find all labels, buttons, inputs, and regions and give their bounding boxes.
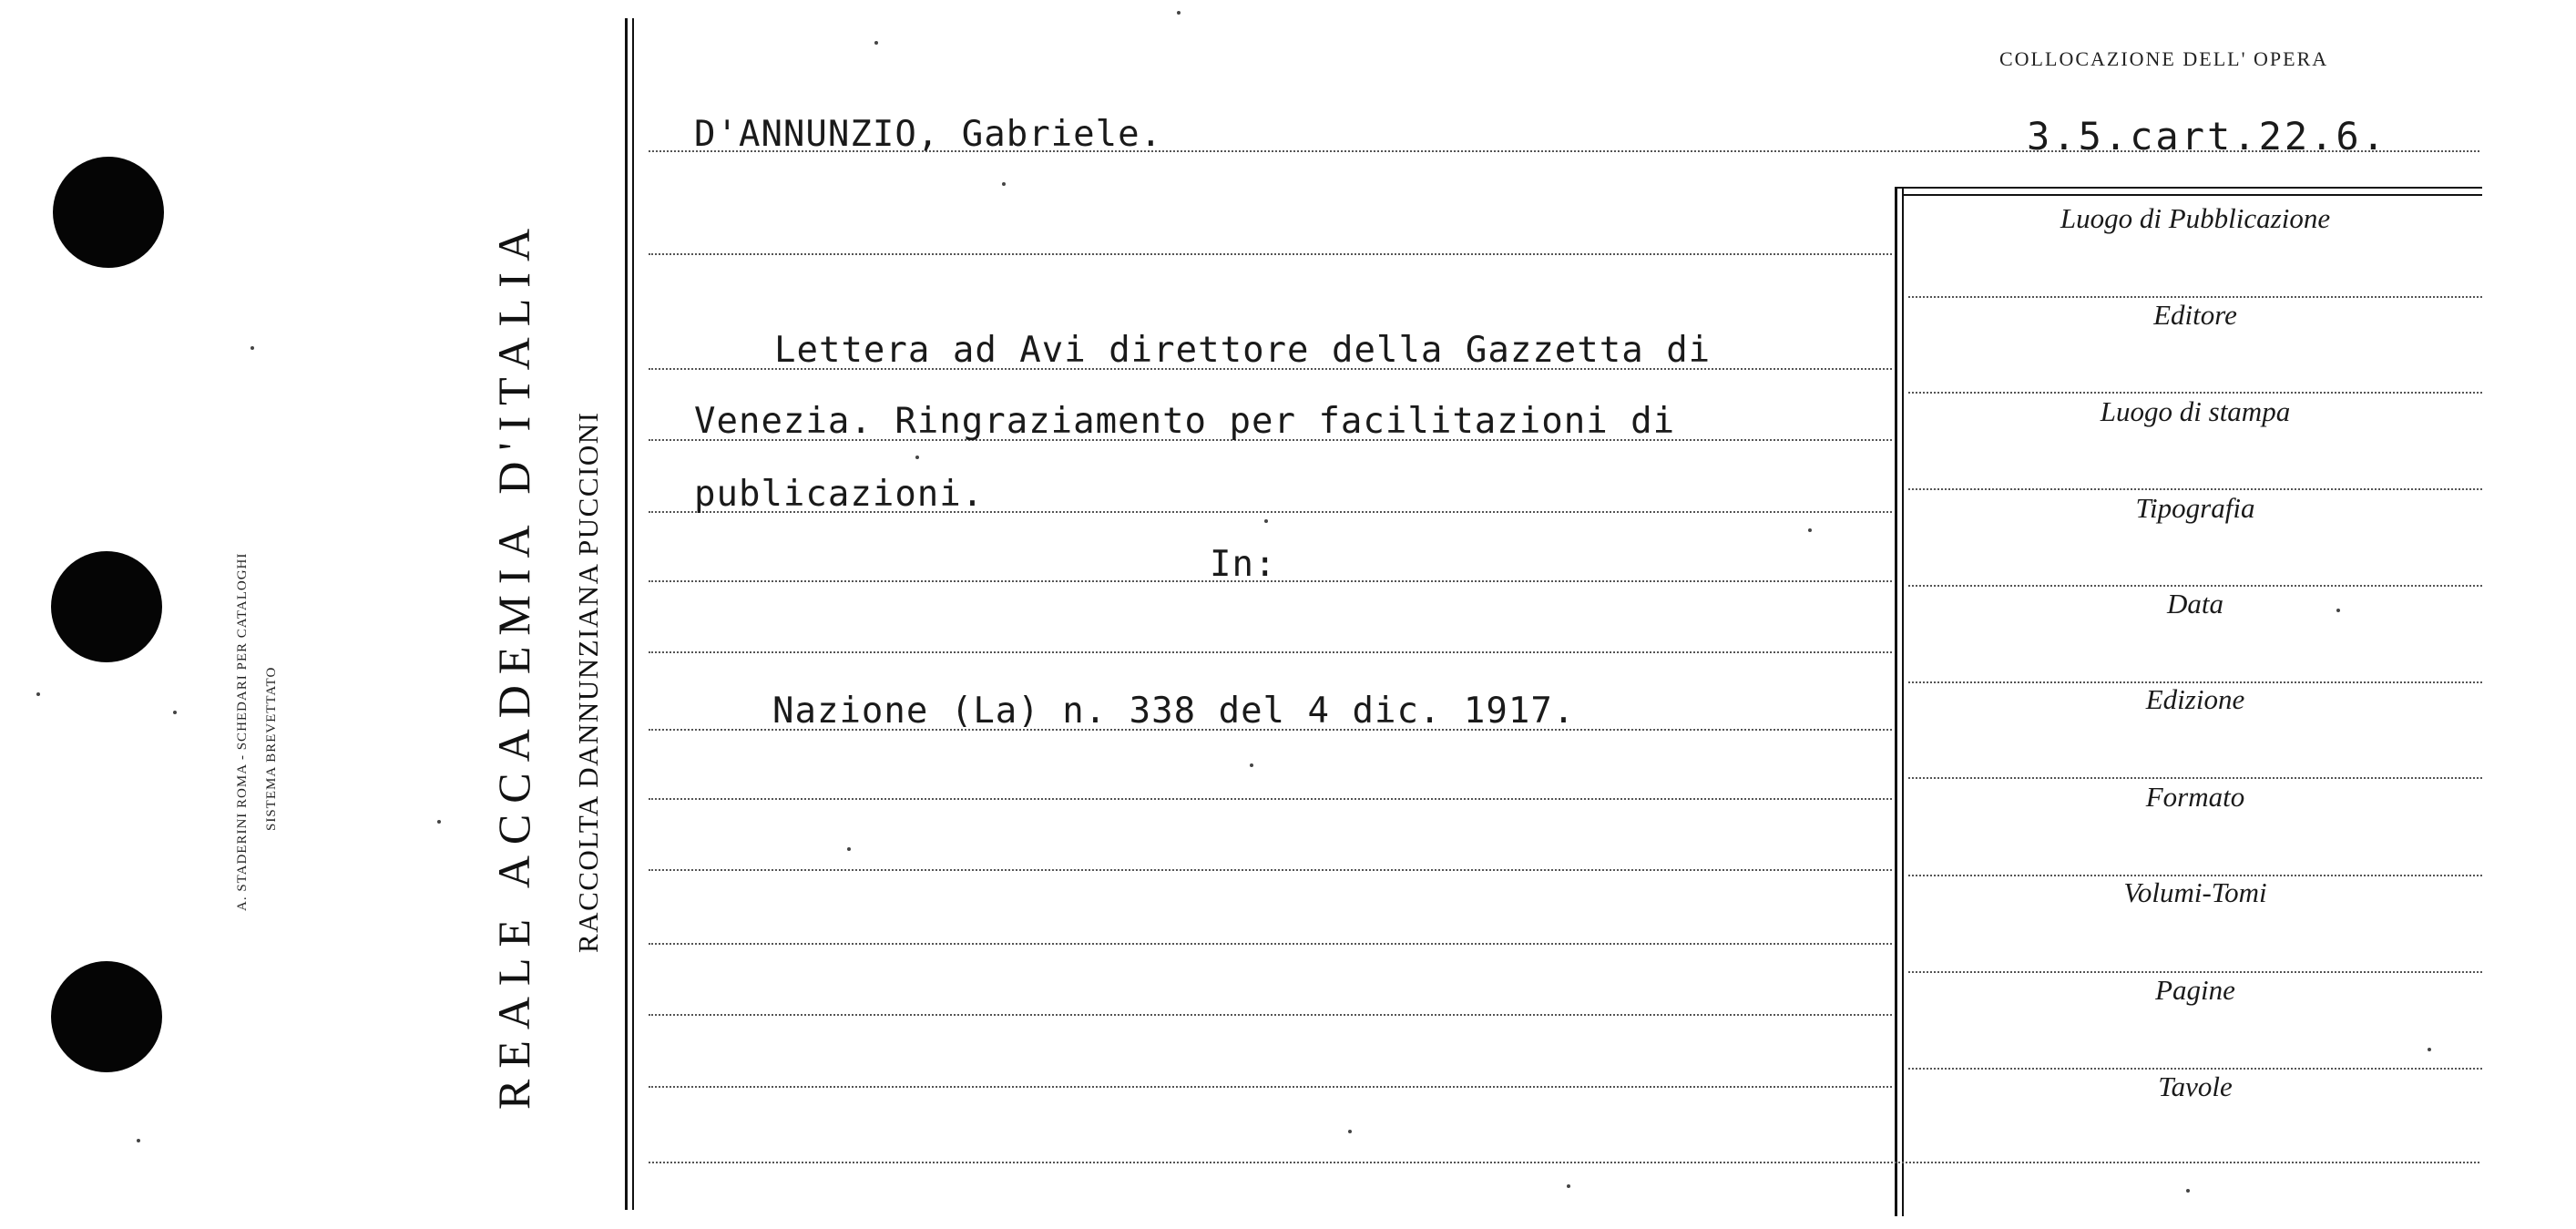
scan-speck [915, 456, 919, 459]
collocation-value: 3.5.cart.22.6. [2027, 114, 2388, 159]
ruled-line [649, 651, 1892, 653]
field-label-tavole: Tavole [2158, 1070, 2233, 1102]
punch-hole-middle [51, 551, 162, 662]
right-box-top-rule-b [1902, 194, 2482, 196]
field-label-luogo-stampa: Luogo di stampa [2100, 395, 2291, 427]
scan-speck [1177, 11, 1181, 15]
field-label-volumi-tomi: Volumi-Tomi [2123, 876, 2267, 908]
punch-hole-top [53, 157, 164, 268]
ruled-line [649, 798, 1892, 800]
collection-subtitle: RACCOLTA DANNUNZIANA PUCCIONI [572, 411, 604, 953]
scan-speck [1250, 763, 1253, 767]
ruled-line [649, 1162, 2479, 1163]
author-heading: D'ANNUNZIO, Gabriele. [694, 114, 1163, 155]
scan-speck [847, 847, 851, 851]
scan-speck [1002, 182, 1006, 186]
scan-speck [36, 692, 40, 696]
field-label-tipografia: Tipografia [2135, 492, 2255, 524]
field-label-editore: Editore [2153, 299, 2237, 331]
left-double-rule-a [625, 18, 628, 1210]
in-label: In: [1210, 544, 1277, 585]
institution-title: REALE ACCADEMIA D'ITALIA [488, 217, 539, 1110]
scan-speck [1348, 1130, 1352, 1133]
field-label-formato: Formato [2145, 781, 2245, 813]
printer-line-1: A. STADERINI ROMA - SCHEDARI PER CATALOGHI [235, 552, 250, 911]
field-line [1908, 1068, 2482, 1070]
left-double-rule-b [632, 18, 634, 1210]
ruled-line [649, 1086, 1892, 1088]
field-label-data: Data [2167, 588, 2223, 620]
field-label-edizione: Edizione [2145, 683, 2245, 715]
scan-speck [1567, 1184, 1570, 1188]
description-line-2: Venezia. Ringraziamento per facilitazioni di [694, 401, 1676, 442]
scan-speck [437, 820, 441, 824]
printer-line-2: SISTEMA BREVETTATO [264, 666, 279, 831]
ruled-line [649, 1014, 1892, 1016]
description-line-1: Lettera ad Avi direttore della Gazzetta di [774, 330, 1712, 371]
scan-speck [250, 346, 254, 350]
field-line [1908, 296, 2482, 298]
scan-speck [2186, 1189, 2190, 1193]
field-line [1908, 488, 2482, 490]
scan-speck [874, 41, 878, 45]
scan-speck [137, 1139, 140, 1142]
collocation-label: COLLOCAZIONE DELL' OPERA [1999, 47, 2329, 70]
field-line [1908, 971, 2482, 973]
scan-speck [1808, 528, 1812, 532]
field-label-pagine: Pagine [2155, 974, 2235, 1006]
field-line [1908, 585, 2482, 587]
field-label-luogo-pubblicazione: Luogo di Pubblicazione [2060, 202, 2331, 234]
scan-speck [2428, 1048, 2431, 1051]
scan-speck [173, 711, 177, 714]
ruled-line [649, 869, 1892, 871]
field-line [1908, 392, 2482, 394]
description-line-3: publicazioni. [694, 474, 985, 515]
right-box-top-rule-a [1895, 187, 2482, 189]
source-citation: Nazione (La) n. 338 del 4 dic. 1917. [772, 691, 1576, 732]
field-line [1908, 777, 2482, 779]
right-box-rule-a [1895, 187, 1897, 1216]
ruled-line [649, 943, 1892, 945]
ruled-line [649, 253, 1892, 255]
scan-speck [1264, 519, 1268, 523]
scan-speck [2336, 609, 2340, 612]
punch-hole-bottom [51, 961, 162, 1072]
